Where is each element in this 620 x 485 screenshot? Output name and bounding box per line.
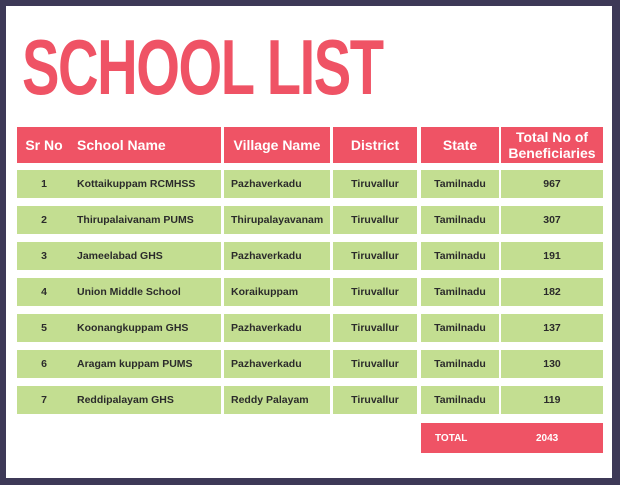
- table-cell-state: Tamilnadu: [421, 170, 499, 198]
- table-cell-state: Tamilnadu: [421, 350, 499, 378]
- header-school-name: School Name: [70, 127, 221, 163]
- table-cell-state: Tamilnadu: [421, 386, 499, 414]
- header-village-name: Village Name: [224, 127, 330, 163]
- header-total-beneficiaries: Total No of Beneficiaries: [501, 127, 603, 163]
- table-cell-district: Tiruvallur: [333, 170, 417, 198]
- table-cell-school: Reddipalayam GHS: [70, 386, 221, 414]
- table-cell-total: 182: [501, 278, 603, 306]
- header-state: State: [421, 127, 499, 163]
- table-cell-sr: 6: [17, 350, 71, 378]
- table-cell-district: Tiruvallur: [333, 242, 417, 270]
- table-cell-district: Tiruvallur: [333, 278, 417, 306]
- table-cell-total: 137: [501, 314, 603, 342]
- table-cell-school: Koonangkuppam GHS: [70, 314, 221, 342]
- table-cell-total: 130: [501, 350, 603, 378]
- table-cell-school: Union Middle School: [70, 278, 221, 306]
- table-cell-state: Tamilnadu: [421, 314, 499, 342]
- table-cell-sr: 5: [17, 314, 71, 342]
- table-cell-total: 967: [501, 170, 603, 198]
- table-cell-village: Pazhaverkadu: [224, 314, 330, 342]
- table-cell-district: Tiruvallur: [333, 350, 417, 378]
- table-cell-state: Tamilnadu: [421, 206, 499, 234]
- table-cell-district: Tiruvallur: [333, 314, 417, 342]
- table-cell-village: Reddy Palayam: [224, 386, 330, 414]
- header-sr-no: Sr No: [17, 127, 71, 163]
- table-cell-sr: 7: [17, 386, 71, 414]
- table-cell-district: Tiruvallur: [333, 386, 417, 414]
- table-cell-village: Thirupalayavanam: [224, 206, 330, 234]
- table-cell-district: Tiruvallur: [333, 206, 417, 234]
- total-value: 2043: [536, 432, 559, 444]
- table-cell-total: 191: [501, 242, 603, 270]
- table-cell-state: Tamilnadu: [421, 242, 499, 270]
- table-cell-total: 307: [501, 206, 603, 234]
- school-list-card: [6, 6, 612, 478]
- header-district: District: [333, 127, 417, 163]
- table-cell-village: Pazhaverkadu: [224, 170, 330, 198]
- table-cell-village: Pazhaverkadu: [224, 242, 330, 270]
- total-label: TOTAL: [435, 432, 468, 444]
- table-cell-sr: 1: [17, 170, 71, 198]
- table-cell-school: Aragam kuppam PUMS: [70, 350, 221, 378]
- table-cell-state: Tamilnadu: [421, 278, 499, 306]
- table-cell-school: Thirupalaivanam PUMS: [70, 206, 221, 234]
- page-title: SCHOOL LIST: [22, 23, 383, 111]
- table-cell-village: Koraikuppam: [224, 278, 330, 306]
- table-cell-sr: 4: [17, 278, 71, 306]
- table-cell-sr: 2: [17, 206, 71, 234]
- total-row: [421, 423, 603, 453]
- table-cell-school: Kottaikuppam RCMHSS: [70, 170, 221, 198]
- table-cell-sr: 3: [17, 242, 71, 270]
- table-cell-school: Jameelabad GHS: [70, 242, 221, 270]
- table-cell-village: Pazhaverkadu: [224, 350, 330, 378]
- table-cell-total: 119: [501, 386, 603, 414]
